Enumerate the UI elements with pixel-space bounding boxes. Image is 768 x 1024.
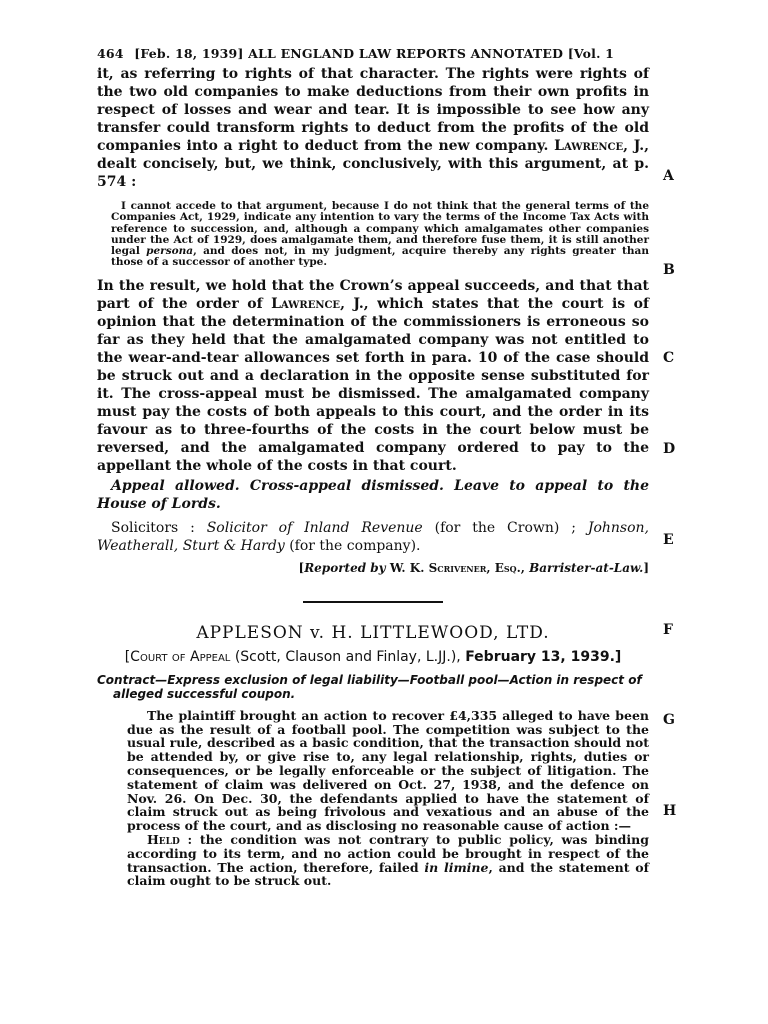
margin-letter-g: G	[663, 712, 675, 728]
margin-letter-e: E	[663, 532, 674, 548]
quote-text-a: I cannot accede to that argument, because I do not think that the general terms of the Companies Act, 1929, indicate any intention to vary the terms of the Income Tax Acts with reference to succession, and, although a company which amalgamates other companies under the Act of 1929, does amalgamate them, and therefore fuse them, it is still another legal	[111, 200, 649, 258]
result-line: Appeal allowed. Cross-appeal dismissed. Leave to appeal to the House of Lords.	[97, 477, 649, 512]
margin-letter-c: C	[663, 350, 675, 366]
margin-letter-f: F	[663, 622, 673, 638]
reporter-name: W. K. Scrivener, Esq.,	[385, 560, 530, 575]
solicitor-company: Johnson, Weatherall, Sturt & Hardy	[97, 519, 649, 554]
section-divider	[303, 601, 443, 603]
case-title: APPLESON v. H. LITTLEWOOD, LTD.	[196, 622, 550, 643]
running-header	[97, 46, 649, 61]
reported-by: Reported by	[304, 560, 386, 575]
reporter-title: Barrister-at-Law.	[529, 560, 644, 575]
paragraph-1-text-a: it, as referring to rights of that character. The rights were rights of the two old companies to make deductions from their own profits in respect of losses and wear and tear. It is impossible to see how any transfer could transform rights to deduct from the profits of the old companies into a right to deduct from the new company.	[97, 66, 649, 154]
held-label: Held	[147, 831, 180, 847]
paragraph-1	[97, 65, 649, 191]
header-title: ALL ENGLAND LAW REPORTS ANNOTATED	[248, 46, 564, 61]
held-paragraph	[97, 833, 649, 888]
court-date: February 13, 1939.]	[465, 648, 622, 665]
paragraph-2-text-b: , J., which states that the court is of opinion that the determination of the commissioners is erroneous so far as they held that the amalgamated company was not entitled to the wear-and-tear allowances set forth in para. 10 of the case should be struck out and a declaration in the opposite sense substituted for it. The cross-appeal must be dismissed. The amalgamated company must pay the costs of both appeals to this court, and the order in its favour as to three-fourths of the costs in the court below must be reversed, and the amalgamated company ordered to pay to the appellant the whole of the costs in that court.	[97, 295, 649, 474]
court-judges: (Scott, Clauson and Finlay, L.JJ.),	[230, 648, 466, 665]
court-name: [Court of Appeal	[124, 648, 231, 665]
header-volume: [Vol. 1	[567, 46, 615, 61]
paragraph-1-text-b: , J., dealt concisely, but, we think, conclusively, with this argument, at p. 574 :	[97, 138, 649, 190]
header-date: [Feb. 18, 1939]	[134, 46, 244, 61]
judge-name-2: Lawrence	[271, 295, 341, 312]
paragraph-2-text-a: In the result, we hold that the Crown’s appeal succeeds, and that that part of the order of	[97, 277, 649, 312]
quote-text-b: , and does not, in my judgment, acquire thereby any rights greater than those of a successor of another type.	[111, 245, 649, 269]
reported-close: ]	[643, 560, 649, 575]
page-body	[97, 46, 649, 888]
reported-open: [	[298, 560, 305, 575]
reporter-line	[97, 561, 649, 575]
margin-letter-h: H	[663, 803, 677, 819]
paragraph-2	[97, 277, 649, 475]
judge-name: Lawrence	[554, 138, 624, 154]
margin-letter-a: A	[663, 168, 674, 184]
headnote-category: Contract—Express exclusion of legal liability—Football pool—Action in respect of alleged successful coupon.	[97, 672, 642, 701]
solicitors-label: Solicitors :	[111, 519, 207, 536]
solicitor-crown: Solicitor of Inland Revenue	[206, 519, 423, 536]
margin-letter-d: D	[663, 441, 676, 457]
margin-letter-b: B	[663, 262, 675, 278]
solicitor-crown-role: (for the Crown) ;	[422, 519, 588, 536]
held-text-b: , and the statement of claim ought to be struck out.	[127, 859, 649, 889]
held-text-a: : the condition was not contrary to public policy, was binding according to its term, and no action could be brought in respect of the transaction. The action, therefore, failed	[127, 831, 649, 875]
page-number: 464	[97, 46, 124, 61]
headnote-text: The plaintiff brought an action to recover £4,335 alleged to have been due as the result of a football pool. The competition was subject to the usual rule, described as a basic condition, that the transaction should not be attended by, or give rise to, any legal relationship, rights, duties or consequences, or be legally enforceable or the subject of litigation. The statement of claim was delivered on Oct. 27, 1938, and the defence on Nov. 26. On Dec. 30, the defendants applied to have the statement of claim struck out as being frivolous and vexatious and an abuse of the process of the court, and as disclosing no reasonable cause of action :—	[127, 707, 649, 834]
quote-persona: persona	[146, 245, 194, 258]
solicitor-company-role: (for the company).	[284, 537, 421, 554]
court-line	[97, 649, 649, 665]
held-in-limine: in limine	[424, 859, 489, 875]
solicitors	[97, 519, 649, 555]
block-quote	[97, 201, 649, 269]
